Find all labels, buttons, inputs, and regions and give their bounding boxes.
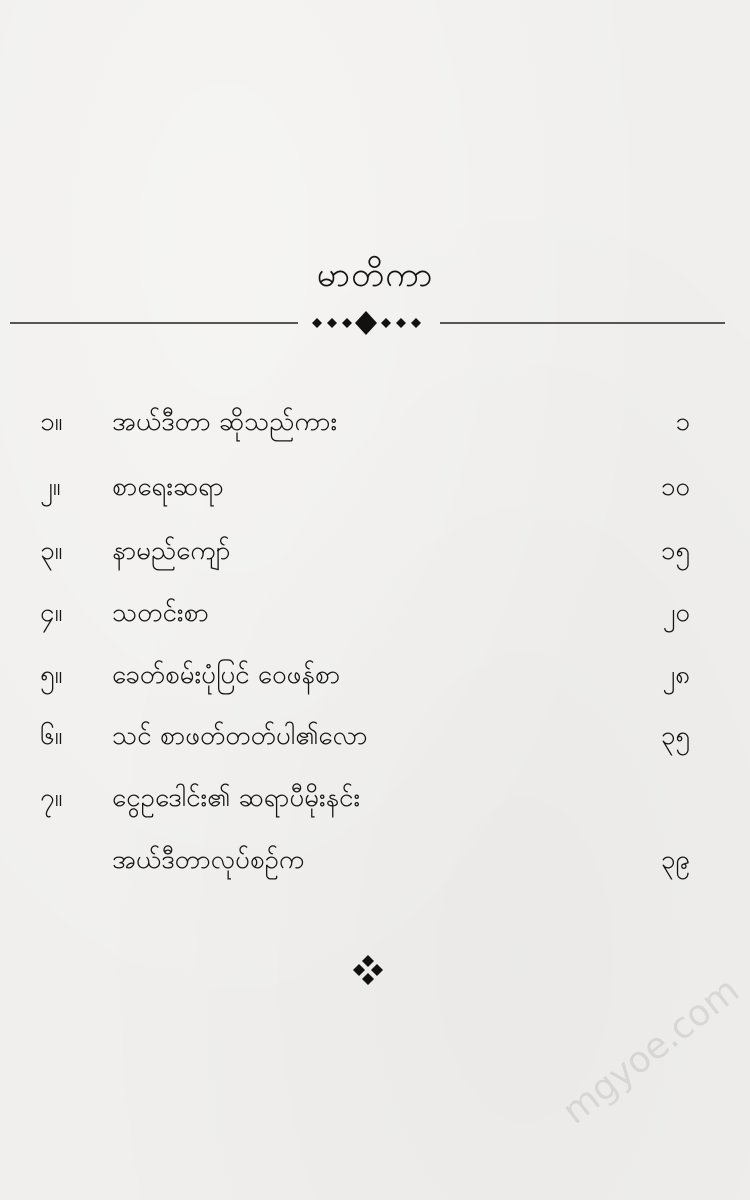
toc-entry-number: ၅။ <box>40 660 63 690</box>
toc-entry-4 <box>0 588 750 638</box>
end-ornament-icon <box>350 952 386 988</box>
toc-entry-page: ၃၉ <box>660 845 690 875</box>
toc-entry-number: ၁။ <box>40 407 63 437</box>
toc-entry-title: သင် စာဖတ်တတ်ပါ၏လော <box>112 721 368 751</box>
toc-entry-title: စာရေးဆရာ <box>112 472 224 502</box>
toc-entry-title: သတင်းစာ <box>112 598 209 628</box>
page-title: မာတိကာ <box>316 255 434 295</box>
toc-entry-number: ၃။ <box>40 536 63 566</box>
toc-entry-6 <box>0 711 750 761</box>
toc-entry-title: အယ်ဒီတာ ဆိုသည်ကား <box>112 407 338 437</box>
toc-entry-title: နာမည်ကျော် <box>112 536 231 566</box>
toc-entry-title: အယ်ဒီတာလုပ်စဉ်က <box>112 845 305 875</box>
divider-ornament-icon <box>0 306 750 342</box>
title-divider-ornament <box>0 306 750 342</box>
toc-entry-page: ၃၅ <box>660 721 690 751</box>
toc-entry-page: ၂၀ <box>662 598 690 628</box>
toc-entry-7-continued <box>0 835 750 885</box>
toc-entry-page: ၁၅ <box>660 536 690 566</box>
toc-entry-number: ၆။ <box>40 721 63 751</box>
toc-entry-2 <box>0 462 750 512</box>
toc-entry-3 <box>0 526 750 576</box>
toc-entry-title: ခေတ်စမ်းပုံပြင် ဝေဖန်စာ <box>112 660 341 690</box>
toc-entry-page: ၁၀ <box>660 472 690 502</box>
toc-entry-7 <box>0 773 750 823</box>
toc-entry-1 <box>0 397 750 447</box>
toc-entry-number: ၇။ <box>40 783 63 813</box>
watermark: mgyoe.com <box>555 969 748 1133</box>
toc-entry-number: ၄။ <box>40 598 63 628</box>
toc-entry-number: ၂။ <box>40 472 61 502</box>
toc-entry-title: ငွေဥဒေါင်း၏ ဆရာပီမိုးနင်း <box>112 783 361 813</box>
toc-entry-5 <box>0 650 750 700</box>
toc-entry-page: ၁ <box>675 407 690 437</box>
toc-entry-page: ၂၈ <box>662 660 690 690</box>
